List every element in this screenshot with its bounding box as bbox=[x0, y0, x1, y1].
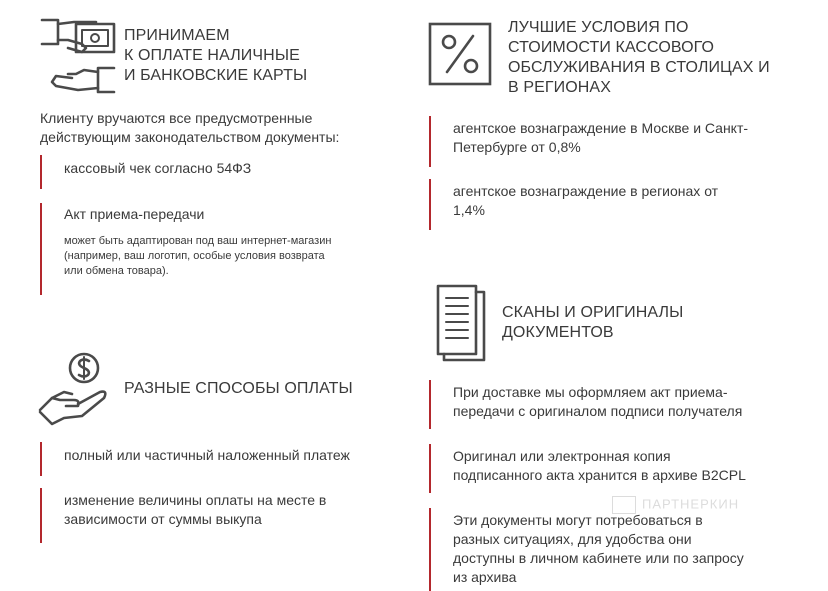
conditions-heading: ЛУЧШИЕ УСЛОВИЯ ПО СТОИМОСТИ КАССОВОГО ОБСЛУЖИВАНИЯ В СТОЛИЦАХ И В РЕГИОНАХ bbox=[508, 19, 770, 96]
cash-intro: Клиенту вручаются все предусмотренные действующим законодательством документы: bbox=[40, 110, 340, 145]
percent-icon bbox=[428, 22, 492, 86]
documents-heading: СКАНЫ И ОРИГИНАЛЫ ДОКУМЕНТОВ bbox=[502, 304, 684, 341]
documents-item-access: Эти документы могут потребоваться в разных ситуациях, для удобства они доступны в личном кабинете или по запросу из архива bbox=[429, 508, 744, 591]
cash-item-act: Акт приема-передачи может быть адаптирован под ваш интернет-магазин (например, ваш логотип, особые условия возврата или обмена товара). bbox=[40, 203, 331, 295]
dollar-hand-icon bbox=[38, 350, 112, 426]
watermark: ПАРТНЕРКИН bbox=[612, 496, 739, 514]
cash-hand-icon bbox=[38, 14, 118, 94]
document-icon bbox=[428, 284, 490, 364]
payment-heading: РАЗНЫЕ СПОСОБЫ ОПЛАТЫ bbox=[124, 380, 353, 397]
cash-item-act-note: может быть адаптирован под ваш интернет-магазин (например, ваш логотип, особые условия возврата или обмена товара). bbox=[64, 235, 332, 277]
conditions-item-capitals: агентское вознаграждение в Москве и Санкт- Петербурге от 0,8% bbox=[429, 116, 748, 167]
cash-heading: ПРИНИМАЕМ К ОПЛАТЕ НАЛИЧНЫЕ И БАНКОВСКИЕ КАРТЫ bbox=[124, 27, 308, 84]
cash-item-receipt: кассовый чек согласно 54ФЗ bbox=[40, 155, 251, 189]
payment-item-cod: полный или частичный наложенный платеж bbox=[40, 442, 350, 476]
documents-item-act: При доставке мы оформляем акт приема- передачи с оригиналом подписи получателя bbox=[429, 380, 742, 429]
documents-item-archive: Оригинал или электронная копия подписанного акта хранится в архиве B2CPL bbox=[429, 444, 746, 493]
conditions-item-regions: агентское вознаграждение в регионах от 1,4% bbox=[429, 179, 718, 230]
watermark-logo-icon bbox=[612, 496, 636, 514]
payment-item-change: изменение величины оплаты на месте в зависимости от суммы выкупа bbox=[40, 488, 326, 543]
